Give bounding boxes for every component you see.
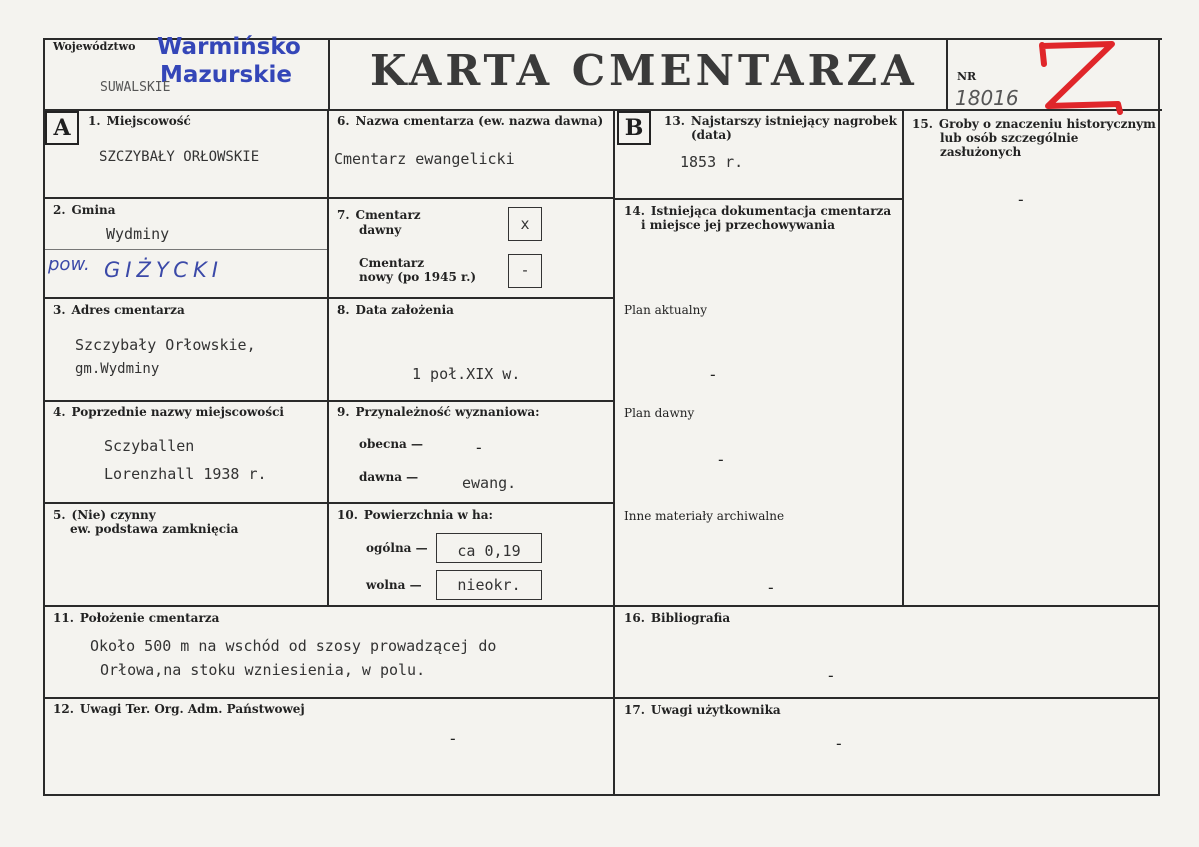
row-line-1 bbox=[43, 197, 615, 199]
field-11-line-2: Orłowa,na stoku wzniesienia, w polu. bbox=[100, 661, 426, 679]
dawny-checkbox: x bbox=[508, 207, 542, 241]
ogolna-label: ogólna — bbox=[366, 541, 428, 555]
typed-wojewodztwo: SUWALSKIE bbox=[100, 80, 171, 95]
obecna-value: - bbox=[474, 438, 484, 457]
header-divider-1 bbox=[328, 38, 330, 110]
dawna-value: ewang. bbox=[462, 474, 517, 492]
ogolna-value: ca 0,19 bbox=[436, 533, 542, 563]
field-1-label: 1. Miejscowość bbox=[88, 114, 191, 128]
field-15-sublabel-1: lub osób szczególnie bbox=[940, 131, 1079, 145]
row-line-5 bbox=[43, 605, 1160, 607]
stamp-line-2: Mazurskie bbox=[160, 62, 292, 88]
inne-materialy-value: - bbox=[766, 578, 776, 597]
field-9-label: 9. Przynależność wyznaniowa: bbox=[337, 405, 540, 419]
field-7-nowy: nowy (po 1945 r.) bbox=[359, 270, 477, 284]
field-13-value: 1853 r. bbox=[680, 153, 744, 171]
plan-dawny-value: - bbox=[716, 450, 726, 469]
row-line-6 bbox=[43, 697, 1160, 699]
section-a-box: A bbox=[45, 111, 79, 145]
col-divider-a bbox=[327, 109, 329, 606]
frame-right bbox=[1158, 38, 1160, 796]
header-divider-2 bbox=[946, 38, 948, 110]
field-13-label: 13. Najstarszy istniejący nagrobek bbox=[664, 114, 897, 128]
red-z-mark bbox=[1030, 40, 1130, 116]
b-row-line bbox=[615, 198, 903, 200]
field-16-value: - bbox=[826, 666, 836, 685]
field-3-line-1: Szczybały Orłowskie, bbox=[75, 336, 256, 354]
nowy-checkbox: - bbox=[508, 254, 542, 288]
field-8-value: 1 poł.XIX w. bbox=[412, 365, 521, 383]
wolna-value: nieokr. bbox=[436, 570, 542, 600]
wolna-label: wolna — bbox=[366, 578, 422, 592]
frame-left bbox=[43, 38, 45, 796]
inne-materialy-label: Inne materiały archiwalne bbox=[624, 509, 785, 523]
field-11-label: 11. Położenie cmentarza bbox=[53, 611, 220, 625]
field-14-sublabel: i miejsce jej przechowywania bbox=[641, 218, 836, 232]
plan-aktualny-value: - bbox=[708, 365, 718, 384]
plan-dawny-label: Plan dawny bbox=[624, 406, 695, 420]
wojewodztwo-label: Województwo bbox=[53, 40, 136, 53]
plan-aktualny-label: Plan aktualny bbox=[624, 303, 708, 317]
col-divider-b bbox=[613, 109, 615, 796]
field-16-label: 16. Bibliografia bbox=[624, 611, 731, 625]
field-6-label: 6. Nazwa cmentarza (ew. nazwa dawna) bbox=[337, 114, 604, 128]
field-12-label: 12. Uwagi Ter. Org. Adm. Państwowej bbox=[53, 702, 305, 716]
field-6-value: Cmentarz ewangelicki bbox=[334, 150, 515, 168]
field-7-nowy-label: Cmentarz bbox=[359, 256, 425, 270]
field-1-value: SZCZYBAŁY ORŁOWSKIE bbox=[99, 149, 260, 165]
nr-label: NR bbox=[957, 70, 977, 83]
stamp-line-1: Warmińsko bbox=[157, 34, 301, 60]
col-divider-c bbox=[902, 109, 904, 606]
frame-bottom bbox=[43, 794, 1160, 796]
nr-value: 18016 bbox=[955, 86, 1019, 110]
row-line-2 bbox=[43, 297, 615, 299]
field-3-label: 3. Adres cmentarza bbox=[53, 303, 185, 317]
field-12-value: - bbox=[448, 729, 458, 748]
field-10-label: 10. Powierzchnia w ha: bbox=[337, 508, 493, 522]
field-5-label: 5. (Nie) czynny bbox=[53, 508, 156, 522]
field-3-line-2: gm.Wydminy bbox=[75, 361, 160, 377]
gmina-sub-line bbox=[45, 249, 327, 250]
obecna-label: obecna — bbox=[359, 437, 424, 451]
field-11-line-1: Około 500 m na wschód od szosy prowadzącej do bbox=[90, 637, 497, 655]
row-line-4 bbox=[43, 502, 615, 504]
field-4-line-2: Lorenzhall 1938 r. bbox=[104, 465, 267, 483]
pow-label: pow. bbox=[48, 254, 90, 275]
field-13-sublabel: (data) bbox=[691, 128, 732, 142]
field-2-value: Wydminy bbox=[106, 225, 170, 243]
section-b-box: B bbox=[617, 111, 651, 145]
page-title: KARTA CMENTARZA bbox=[370, 46, 918, 95]
dawna-label: dawna — bbox=[359, 470, 419, 484]
field-15-value: - bbox=[1016, 190, 1026, 209]
field-15-sublabel-2: zasłużonych bbox=[940, 145, 1022, 159]
field-15-label: 15. Groby o znaczeniu historycznym bbox=[912, 117, 1156, 131]
field-2-label: 2. Gmina bbox=[53, 203, 116, 217]
field-14-label: 14. Istniejąca dokumentacja cmentarza bbox=[624, 204, 892, 218]
pow-value: GIŻYCKI bbox=[104, 258, 223, 282]
field-5-sublabel: ew. podstawa zamknięcia bbox=[70, 522, 239, 536]
field-7-dawny: dawny bbox=[359, 223, 402, 237]
row-line-3 bbox=[43, 400, 615, 402]
field-4-label: 4. Poprzednie nazwy miejscowości bbox=[53, 405, 284, 419]
field-17-value: - bbox=[834, 734, 844, 753]
field-17-label: 17. Uwagi użytkownika bbox=[624, 703, 781, 717]
field-8-label: 8. Data założenia bbox=[337, 303, 454, 317]
field-4-line-1: Sczyballen bbox=[104, 437, 195, 455]
field-7-label: 7. Cmentarz bbox=[337, 208, 421, 222]
